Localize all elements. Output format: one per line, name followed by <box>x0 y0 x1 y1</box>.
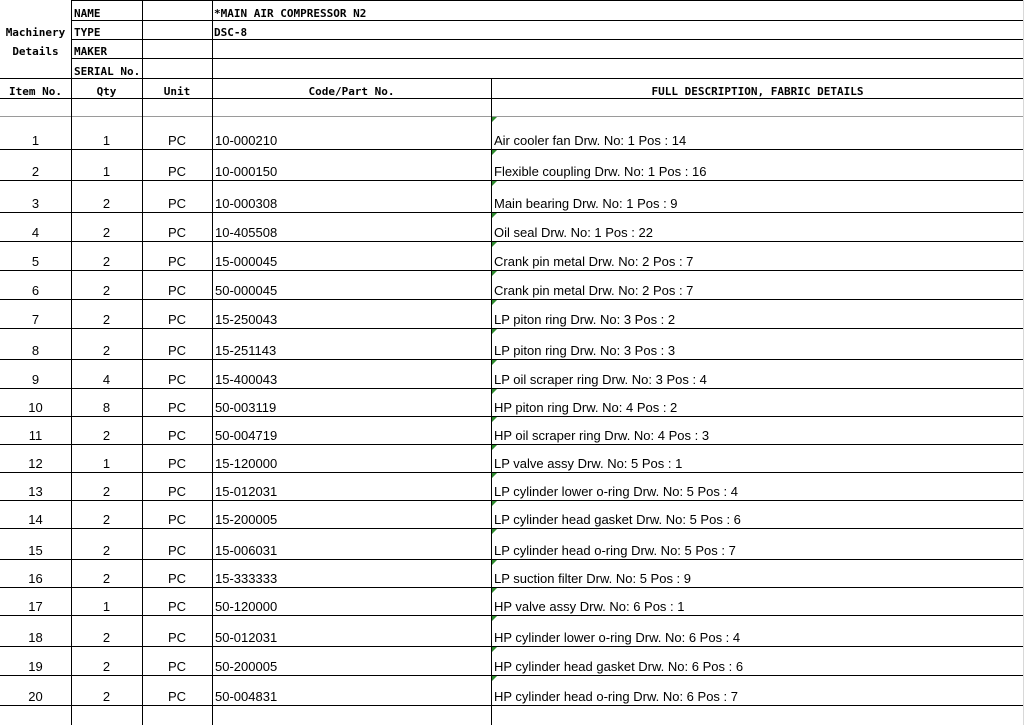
quantity-cell[interactable]: 2 <box>102 689 111 704</box>
description-cell[interactable]: Flexible coupling Drw. No: 1 Pos : 16 <box>494 164 707 179</box>
item-number-cell[interactable]: 17 <box>28 599 43 614</box>
quantity-cell[interactable]: 2 <box>102 196 111 211</box>
item-number-cell[interactable]: 5 <box>31 254 40 269</box>
part-code-cell[interactable]: 15-250043 <box>215 312 278 327</box>
part-code-cell[interactable]: 10-000210 <box>215 133 278 148</box>
row-border <box>0 646 1024 647</box>
description-cell[interactable]: HP cylinder head gasket Drw. No: 6 Pos : 6 <box>494 659 744 674</box>
row-border <box>0 615 1024 616</box>
quantity-cell[interactable]: 2 <box>102 571 111 586</box>
comment-marker-icon <box>492 676 497 681</box>
quantity-cell[interactable]: 1 <box>102 133 111 148</box>
unit-cell[interactable]: PC <box>167 599 187 614</box>
unit-cell[interactable]: PC <box>167 225 187 240</box>
row-border <box>0 241 1024 242</box>
part-code-cell[interactable]: 15-120000 <box>215 456 278 471</box>
item-number-cell[interactable]: 1 <box>31 133 40 148</box>
comment-marker-icon <box>492 242 497 247</box>
row-border <box>0 472 1024 473</box>
machinery-section-label-line1: Machinery <box>5 26 66 39</box>
unit-cell[interactable]: PC <box>167 400 187 415</box>
quantity-cell[interactable]: 4 <box>102 372 111 387</box>
row-border <box>0 388 1024 389</box>
quantity-cell[interactable]: 2 <box>102 512 111 527</box>
item-number-cell[interactable]: 16 <box>28 571 43 586</box>
description-cell[interactable]: LP cylinder head gasket Drw. No: 5 Pos : 6 <box>494 512 741 527</box>
unit-cell[interactable]: PC <box>167 312 187 327</box>
part-code-cell[interactable]: 15-200005 <box>215 512 278 527</box>
row-border <box>0 149 1024 150</box>
unit-cell[interactable]: PC <box>167 283 187 298</box>
description-cell[interactable]: Crank pin metal Drw. No: 2 Pos : 7 <box>494 283 694 298</box>
description-cell[interactable]: Oil seal Drw. No: 1 Pos : 22 <box>494 225 653 240</box>
quantity-cell[interactable]: 1 <box>102 599 111 614</box>
description-cell[interactable]: LP cylinder lower o-ring Drw. No: 5 Pos : 4 <box>494 484 738 499</box>
quantity-cell[interactable]: 2 <box>102 225 111 240</box>
quantity-cell[interactable]: 2 <box>102 630 111 645</box>
column-divider <box>491 78 492 725</box>
comment-marker-icon <box>492 560 497 565</box>
description-cell[interactable]: Crank pin metal Drw. No: 2 Pos : 7 <box>494 254 694 269</box>
item-number-cell[interactable]: 18 <box>28 630 43 645</box>
item-number-cell[interactable]: 10 <box>28 400 43 415</box>
quantity-cell[interactable]: 2 <box>102 283 111 298</box>
description-cell[interactable]: Air cooler fan Drw. No: 1 Pos : 14 <box>494 133 687 148</box>
item-number-cell[interactable]: 2 <box>31 164 40 179</box>
unit-cell[interactable]: PC <box>167 343 187 358</box>
quantity-cell[interactable]: 2 <box>102 543 111 558</box>
item-number-cell[interactable]: 4 <box>31 225 40 240</box>
item-number-cell[interactable]: 14 <box>28 512 43 527</box>
unit-cell[interactable]: PC <box>167 196 187 211</box>
part-code-cell[interactable]: 15-400043 <box>215 372 278 387</box>
name-value[interactable]: *MAIN AIR COMPRESSOR N2 <box>214 7 367 20</box>
description-cell[interactable]: HP piton ring Drw. No: 4 Pos : 2 <box>494 400 678 415</box>
comment-marker-icon <box>492 473 497 478</box>
row-border <box>0 559 1024 560</box>
description-cell[interactable]: HP oil scraper ring Drw. No: 4 Pos : 3 <box>494 428 710 443</box>
comment-marker-icon <box>492 445 497 450</box>
item-number-cell[interactable]: 9 <box>31 372 40 387</box>
comment-marker-icon <box>492 501 497 506</box>
quantity-cell[interactable]: 2 <box>102 312 111 327</box>
row-border <box>0 705 1024 706</box>
description-cell[interactable]: LP piton ring Drw. No: 3 Pos : 2 <box>494 312 676 327</box>
unit-cell[interactable]: PC <box>167 254 187 269</box>
part-code-cell[interactable]: 10-405508 <box>215 225 278 240</box>
unit-cell[interactable]: PC <box>167 372 187 387</box>
column-header-item: Item No. <box>9 85 62 98</box>
part-code-cell[interactable]: 15-000045 <box>215 254 278 269</box>
item-number-cell[interactable]: 7 <box>31 312 40 327</box>
column-header-code: Code/Part No. <box>308 85 395 98</box>
header-row-border <box>71 20 1024 21</box>
type-label: TYPE <box>74 26 101 39</box>
item-number-cell[interactable]: 19 <box>28 659 43 674</box>
comment-marker-icon <box>492 329 497 334</box>
column-header-unit: Unit <box>163 85 191 98</box>
part-code-cell[interactable]: 50-004831 <box>215 689 278 704</box>
unit-cell[interactable]: PC <box>167 512 187 527</box>
unit-cell[interactable]: PC <box>167 456 187 471</box>
row-border <box>0 212 1024 213</box>
comment-marker-icon <box>492 300 497 305</box>
row-border <box>0 587 1024 588</box>
part-code-cell[interactable]: 50-012031 <box>215 630 278 645</box>
column-header-description: FULL DESCRIPTION, FABRIC DETAILS <box>651 85 864 98</box>
column-header-border <box>0 98 1024 99</box>
comment-marker-icon <box>492 271 497 276</box>
comment-marker-icon <box>492 213 497 218</box>
item-number-cell[interactable]: 6 <box>31 283 40 298</box>
unit-cell[interactable]: PC <box>167 428 187 443</box>
row-border <box>0 500 1024 501</box>
part-code-cell[interactable]: 15-012031 <box>215 484 278 499</box>
row-border <box>0 359 1024 360</box>
description-cell[interactable]: HP valve assy Drw. No: 6 Pos : 1 <box>494 599 685 614</box>
row-border <box>0 328 1024 329</box>
quantity-cell[interactable]: 1 <box>102 164 111 179</box>
part-code-cell[interactable]: 50-003119 <box>215 400 277 415</box>
quantity-cell[interactable]: 2 <box>102 343 111 358</box>
row-border <box>0 528 1024 529</box>
description-cell[interactable]: LP cylinder head o-ring Drw. No: 5 Pos : 7 <box>494 543 736 558</box>
unit-cell[interactable]: PC <box>167 133 187 148</box>
row-border <box>0 675 1024 676</box>
comment-marker-icon <box>492 417 497 422</box>
comment-marker-icon <box>492 647 497 652</box>
unit-cell[interactable]: PC <box>167 630 187 645</box>
row-border <box>0 180 1024 181</box>
part-code-cell[interactable]: 15-333333 <box>215 571 278 586</box>
header-top-border <box>71 0 1024 1</box>
row-border <box>0 270 1024 271</box>
description-cell[interactable]: LP oil scraper ring Drw. No: 3 Pos : 4 <box>494 372 707 387</box>
part-code-cell[interactable]: 50-120000 <box>215 599 278 614</box>
part-code-cell[interactable]: 10-000150 <box>215 164 278 179</box>
type-value[interactable]: DSC-8 <box>214 26 248 39</box>
description-cell[interactable]: LP suction filter Drw. No: 5 Pos : 9 <box>494 571 692 586</box>
row-border <box>0 416 1024 417</box>
row-border <box>0 299 1024 300</box>
column-divider <box>71 0 72 725</box>
maker-label: MAKER <box>74 45 108 58</box>
part-code-cell[interactable]: 15-006031 <box>215 543 278 558</box>
comment-marker-icon <box>492 150 497 155</box>
part-code-cell[interactable]: 50-004719 <box>215 428 278 443</box>
description-cell[interactable]: LP piton ring Drw. No: 3 Pos : 3 <box>494 343 676 358</box>
unit-cell[interactable]: PC <box>167 659 187 674</box>
row-border <box>0 444 1024 445</box>
comment-marker-icon <box>492 181 497 186</box>
item-number-cell[interactable]: 8 <box>31 343 40 358</box>
unit-cell[interactable]: PC <box>167 571 187 586</box>
item-number-cell[interactable]: 3 <box>31 196 40 211</box>
header-row-border <box>71 39 1024 40</box>
part-code-cell[interactable]: 10-000308 <box>215 196 278 211</box>
item-number-cell[interactable]: 11 <box>28 428 43 443</box>
item-number-cell[interactable]: 20 <box>28 689 43 704</box>
comment-marker-icon <box>492 529 497 534</box>
quantity-cell[interactable]: 2 <box>102 484 111 499</box>
unit-cell[interactable]: PC <box>167 689 187 704</box>
unit-cell[interactable]: PC <box>167 484 187 499</box>
serial-label: SERIAL No. <box>74 65 141 78</box>
description-cell[interactable]: HP cylinder head o-ring Drw. No: 6 Pos : 7 <box>494 689 738 704</box>
column-header-qty: Qty <box>96 85 117 98</box>
comment-marker-icon <box>492 389 497 394</box>
column-divider <box>142 0 143 725</box>
quantity-cell[interactable]: 1 <box>102 456 111 471</box>
description-cell[interactable]: LP valve assy Drw. No: 5 Pos : 1 <box>494 456 683 471</box>
header-row-border <box>71 58 1024 59</box>
comment-marker-icon <box>492 117 497 122</box>
part-code-cell[interactable]: 50-000045 <box>215 283 278 298</box>
quantity-cell[interactable]: 2 <box>102 254 111 269</box>
comment-marker-icon <box>492 588 497 593</box>
item-number-cell[interactable]: 15 <box>28 543 43 558</box>
comment-marker-icon <box>492 360 497 365</box>
spacer-row-border <box>0 116 1024 117</box>
name-label: NAME <box>74 7 101 20</box>
quantity-cell[interactable]: 8 <box>102 400 111 415</box>
unit-cell[interactable]: PC <box>167 164 187 179</box>
part-code-cell[interactable]: 50-200005 <box>215 659 278 674</box>
description-cell[interactable]: HP cylinder lower o-ring Drw. No: 6 Pos : 4 <box>494 630 741 645</box>
quantity-cell[interactable]: 2 <box>102 428 111 443</box>
machinery-section-label-line2: Details <box>12 45 59 58</box>
item-number-cell[interactable]: 12 <box>28 456 43 471</box>
quantity-cell[interactable]: 2 <box>102 659 111 674</box>
unit-cell[interactable]: PC <box>167 543 187 558</box>
comment-marker-icon <box>492 616 497 621</box>
description-cell[interactable]: Main bearing Drw. No: 1 Pos : 9 <box>494 196 678 211</box>
part-code-cell[interactable]: 15-251143 <box>215 343 277 358</box>
column-divider <box>212 0 213 725</box>
header-bottom-border <box>0 78 1024 79</box>
item-number-cell[interactable]: 13 <box>28 484 43 499</box>
